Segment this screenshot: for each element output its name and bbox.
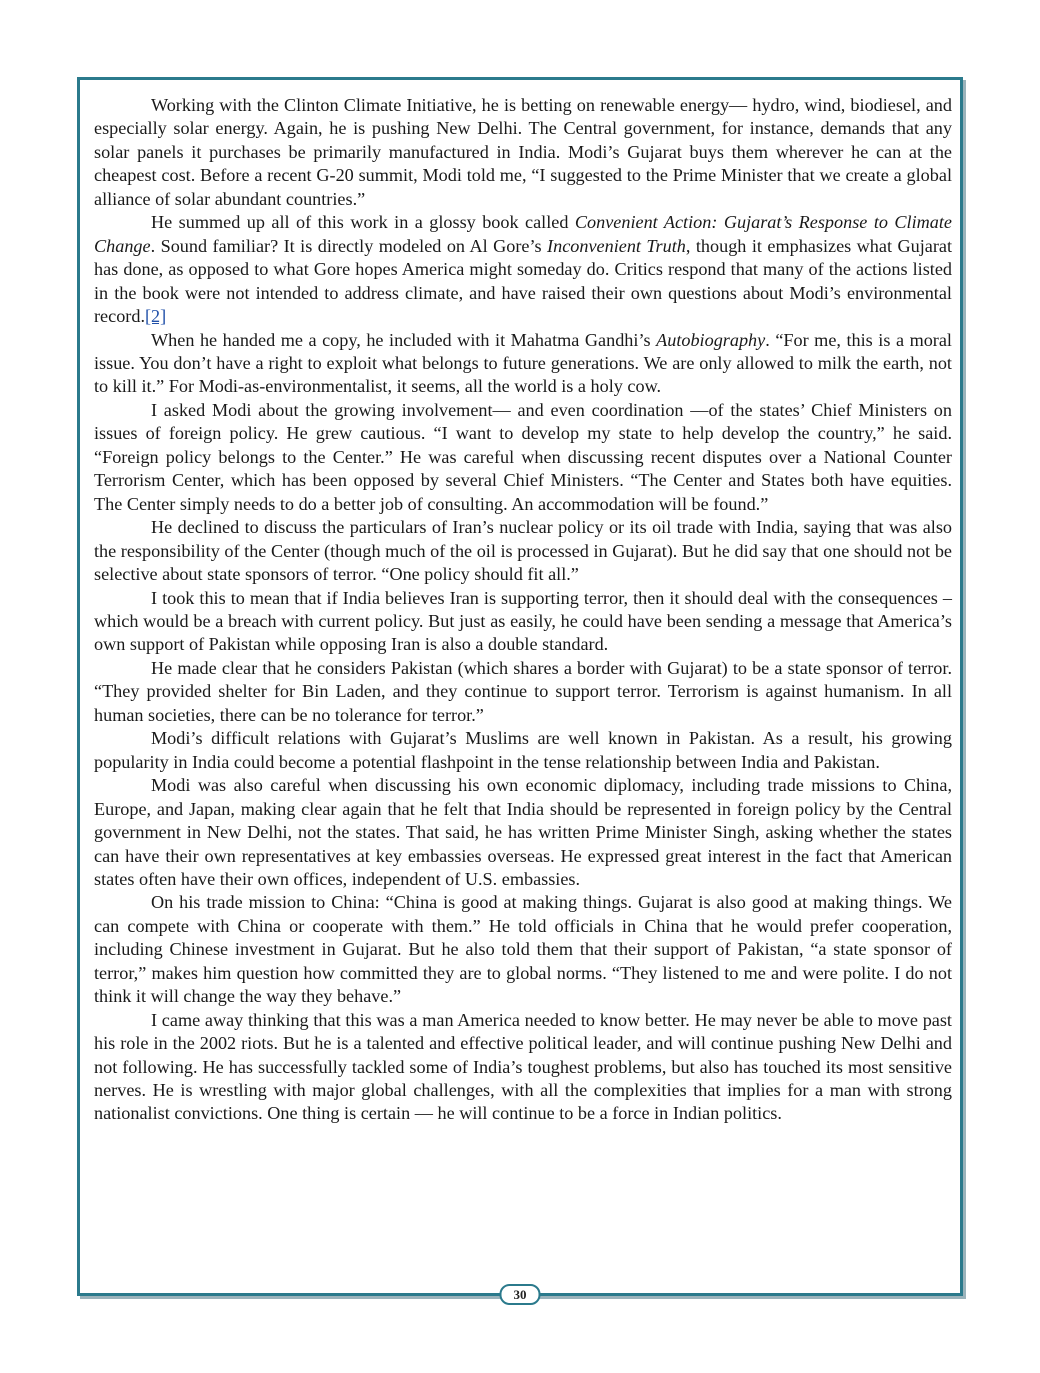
paragraph-8 [94,727,952,774]
paragraph-3 [94,329,952,399]
paragraph-10 [94,891,952,1008]
paragraph-2-text-c: , though it emphasizes what Gujarat has done, as opposed to what Gore hopes America might someday do. Critics respond that many of the actions listed in the book were not intended to address climate, and have raised their own questions about Modi’s environmental record. [94,235,953,327]
paragraph-1 [94,94,952,211]
footnote-reference-link[interactable]: [2] [145,306,167,327]
paragraph-5-text: He declined to discuss the particulars of Iran’s nuclear policy or its oil trade with India, saying that was also the responsibility of the Center (though much of the oil is processed in Gujarat). But he did say that one should not be selective about state sponsors of terror. “One policy should fit all.” [94,517,952,585]
paragraph-10-text: On his trade mission to China: “China is good at making things. Gujarat is also good at making things. We can compete with China or cooperate with them.” He told officials in China that he would prefer cooperation, including Chinese investment in Gujarat. But he also told them that their support of Pakistan, “a state sponsor of terror,” makes him question how committed they are to global norms. “They listened to me and were polite. I do not think it will change the way they behave.” [94,892,952,1007]
paragraph-5 [94,516,952,586]
paragraph-1-text: Working with the Clinton Climate Initiative, he is betting on renewable energy— hydro, wind, biodiesel, and especially solar energy. Again, he is pushing New Delhi. The Central government, for instance, demands that any solar panels it purchases be primarily manufactured in India. Modi’s Gujarat buys them wherever he can at the cheapest cost. Before a recent G-20 summit, Modi told me, “I suggested to the Prime Minister that we create a global alliance of solar abundant countries.” [94,95,952,209]
paragraph-3-text-b: . “For me, this is a moral issue. You don’t have a right to exploit what belongs to future generations. We are only allowed to milk the earth, not to kill it.” For Modi-as-environmentalist, it seems, all the world is a holy cow. [94,329,952,397]
paragraph-7-text: He made clear that he considers Pakistan (which shares a border with Gujarat) to be a state sponsor of terror. “They provided shelter for Bin Laden, and they continue to support terror. Terrorism is against humanism. In all human societies, there can be no tolerance for terror.” [94,657,952,725]
article-body [94,94,952,1126]
paragraph-9 [94,774,952,891]
paragraph-2-text-a: He summed up all of this work in a glossy book called [151,212,575,233]
page-frame [77,77,963,1302]
paragraph-11-text: I came away thinking that this was a man America needed to know better. He may never be able to move past his role in the 2002 riots. But he is a talented and effective political leader, and will continue pushing New Delhi and not following. He has successfully tackled some of India’s toughest problems, but also has touched its most sensitive nerves. He is wrestling with major global challenges, with all the complexities that implies for a man with strong nationalist convictions. One thing is certain — he will continue to be a force in Indian politics. [94,1009,952,1124]
paragraph-4-text: I asked Modi about the growing involvement— and even coordination —of the states’ Chief Ministers on issues of foreign policy. He grew cautious. “I want to develop my state to help develop the country,” he said. “Foreign policy belongs to the Center.” He was careful when discussing recent disputes over a National Counter Terrorism Center, which has been opposed by several Chief Ministers. “The Center and States both have equities. The Center simply needs to do a better job of consulting. An accommodation will be found.” [94,399,952,514]
book-title-inconvenient-truth: Inconvenient Truth [547,235,686,256]
paragraph-3-text-a: When he handed me a copy, he included with it Mahatma Gandhi’s [151,329,657,350]
paragraph-4 [94,399,952,516]
paragraph-6 [94,587,952,657]
paragraph-6-text: I took this to mean that if India believes Iran is supporting terror, then it should deal with the consequences – which would be a breach with current policy. But just as easily, he could have been sending a message that America’s own support of Pakistan while opposing Iran is also a double standard. [94,587,952,655]
page-number: 30 [500,1284,541,1305]
book-title-autobiography: Autobiography [656,329,766,350]
paragraph-8-text: Modi’s difficult relations with Gujarat’s Muslims are well known in Pakistan. As a result, his growing popularity in India could become a potential flashpoint in the tense relationship between India and Pakistan. [94,728,952,772]
paragraph-11 [94,1009,952,1126]
paragraph-2 [94,211,952,328]
paragraph-7 [94,657,952,727]
paragraph-9-text: Modi was also careful when discussing his own economic diplomacy, including trade missions to China, Europe, and Japan, making clear again that he felt that India should be represented in foreign policy by the Central government in New Delhi, not the states. That said, he has written Prime Minister Singh, asking whether the states can have their own representatives at key embassies overseas. He expressed great interest in the fact that American states often have their own offices, independent of U.S. embassies. [94,775,952,889]
book-title-convenient-action: Convenient Action: Gujarat’s Response to Climate Change [94,212,952,256]
paragraph-2-text-b: . Sound familiar? It is directly modeled on Al Gore’s [150,235,548,256]
